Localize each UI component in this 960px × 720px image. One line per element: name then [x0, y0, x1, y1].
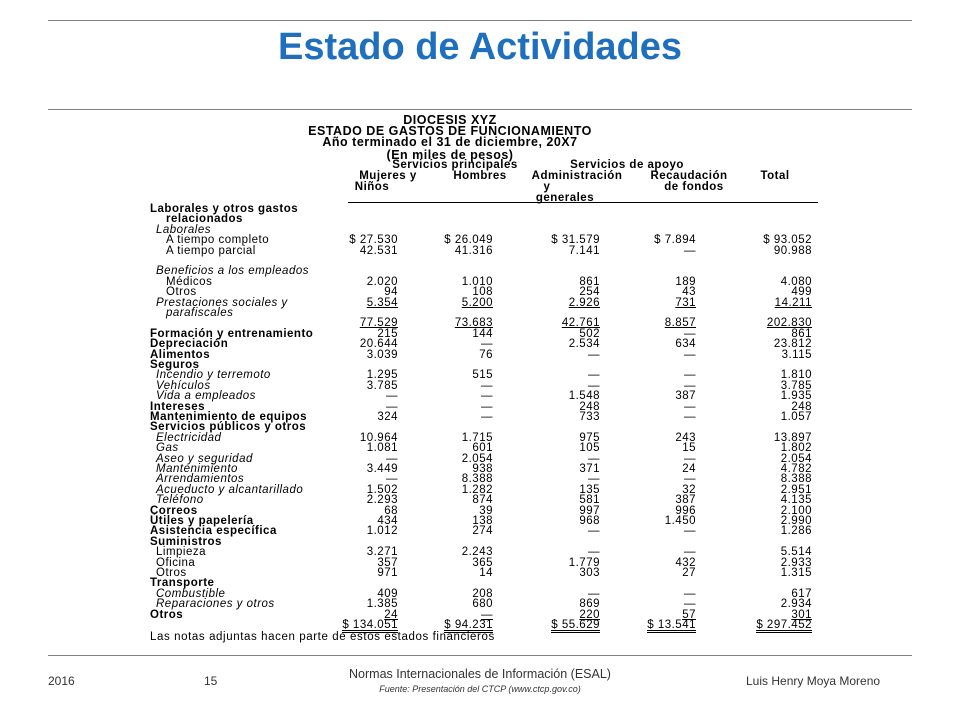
row-value: 138 — [472, 515, 493, 527]
row-value: 1.450 — [664, 515, 696, 527]
row-value: 2.534 — [568, 338, 600, 351]
row-value: $ 7.894 — [654, 234, 696, 247]
row-value: 997 — [579, 504, 600, 517]
table-row — [150, 246, 830, 256]
row-value: 8.388 — [780, 473, 812, 486]
row-value: 14.211 — [774, 296, 812, 309]
report-footnote: Las notas adjuntas hacen parte de estos estados financieros — [150, 631, 495, 643]
row-value: 1.810 — [780, 369, 812, 382]
row-label: Mantenimiento de equipos — [150, 411, 308, 423]
row-value: 996 — [675, 504, 696, 517]
row-value: $ 26.049 — [444, 234, 493, 247]
row-label: Asistencia específica — [150, 525, 277, 538]
row-value: 14 — [479, 567, 493, 579]
row-value: 1.935 — [780, 390, 812, 403]
row-value: 8.388 — [461, 473, 493, 486]
footer-source: Fuente: Presentación del CTCP (www.ctcp.gov.co) — [379, 684, 581, 694]
row-value: 4.782 — [780, 463, 812, 475]
row-value: 1.295 — [366, 369, 398, 382]
row-value: — — [588, 473, 600, 486]
row-value: 938 — [472, 463, 493, 475]
row-label: Médicos — [166, 275, 213, 288]
row-value: — — [684, 546, 696, 559]
row-value: 2.020 — [366, 275, 398, 288]
row-label: Transporte — [150, 577, 215, 590]
row-value: 39 — [479, 504, 493, 517]
row-value: — — [684, 369, 696, 382]
row-value: $ 13.541 — [647, 619, 696, 631]
row-value: 90.988 — [773, 244, 812, 257]
row-value: 680 — [472, 598, 493, 611]
row-value: 108 — [472, 286, 493, 299]
row-value: 77.529 — [359, 317, 398, 330]
row-value: 324 — [377, 411, 398, 423]
row-value: 861 — [579, 275, 600, 288]
row-label: Limpieza — [156, 546, 207, 559]
row-label: Combustible — [156, 587, 226, 600]
row-label: Depreciación — [150, 338, 229, 351]
row-value: 502 — [579, 327, 600, 340]
row-value: 7.141 — [568, 244, 600, 257]
row-value: 1.715 — [461, 431, 493, 444]
row-value: 387 — [675, 390, 696, 403]
table-row — [150, 568, 830, 578]
row-value: 2.100 — [780, 504, 812, 517]
row-value: 1.502 — [366, 483, 398, 496]
footer-author: Luis Henry Moya Moreno — [746, 674, 881, 688]
row-value: 4.135 — [780, 494, 812, 507]
row-value: — — [588, 348, 600, 361]
row-value: 2.926 — [568, 296, 600, 309]
row-value: 135 — [579, 483, 600, 496]
row-value: — — [684, 598, 696, 611]
row-value: — — [481, 608, 493, 621]
row-value: 869 — [579, 598, 600, 611]
row-value: — — [481, 411, 493, 423]
row-value: — — [481, 338, 493, 351]
row-value: $ 93.052 — [763, 234, 812, 247]
row-value: 2.990 — [780, 515, 812, 527]
row-value: 220 — [579, 608, 600, 621]
col-header-fundraising-2: de fondos — [664, 181, 724, 193]
row-value: 1.548 — [568, 390, 600, 403]
row-value: 2.933 — [780, 556, 812, 569]
row-value: 971 — [377, 567, 398, 579]
row-value: 1.010 — [461, 275, 493, 288]
row-value: — — [481, 390, 493, 403]
row-value: — — [386, 452, 398, 465]
footer-rule — [48, 655, 912, 656]
row-label: A tiempo completo — [166, 234, 270, 247]
row-value: — — [588, 379, 600, 392]
row-label: Otros — [156, 567, 187, 579]
row-value: — — [684, 411, 696, 423]
row-value: 3.449 — [366, 463, 398, 475]
row-label: Beneficios a los empleados — [156, 265, 309, 278]
row-value: 274 — [472, 525, 493, 538]
col-header-admin-3: generales — [535, 192, 595, 204]
row-value: 3.115 — [781, 348, 812, 361]
row-value: $ 27.530 — [349, 234, 398, 247]
col-header-women-children-1: Mujeres y — [359, 170, 417, 182]
row-value: 499 — [791, 286, 812, 299]
row-label: Teléfono — [156, 494, 204, 507]
row-value: 248 — [579, 400, 600, 413]
row-label: Suministros — [150, 535, 222, 548]
row-value: $ 94.231 — [444, 619, 493, 631]
table-row — [150, 526, 830, 536]
row-value: — — [588, 369, 600, 382]
row-value: 975 — [579, 431, 600, 444]
row-label: Mantenimiento — [156, 463, 238, 475]
row-value: — — [386, 390, 398, 403]
row-value: $ 297.452 — [756, 619, 812, 631]
row-value: 357 — [377, 556, 398, 569]
row-value: 515 — [472, 369, 493, 382]
footer-center-title: Normas Internacionales de Información (ESAL) — [349, 667, 611, 681]
row-value: 105 — [579, 442, 600, 455]
row-value: — — [684, 473, 696, 486]
row-value: 2.951 — [780, 483, 812, 496]
row-label: parafiscales — [166, 307, 234, 319]
table-row — [150, 620, 830, 630]
report-units: (En miles de pesos) — [386, 148, 514, 162]
table-row — [150, 350, 830, 360]
row-value: 10.964 — [359, 431, 398, 444]
row-label: Incendio y terremoto — [156, 369, 271, 382]
row-label: Servicios públicos y otros — [150, 421, 307, 434]
row-label: Electricidad — [156, 431, 222, 444]
row-value: 20.644 — [359, 338, 398, 351]
row-value: 248 — [791, 400, 812, 413]
row-value: 3.785 — [366, 379, 398, 392]
row-value: 5.200 — [461, 296, 493, 309]
row-value: 1.282 — [461, 483, 493, 496]
table-row — [150, 214, 830, 224]
row-value: 634 — [675, 338, 696, 351]
row-value: 874 — [472, 494, 493, 507]
row-label: Otros — [166, 286, 197, 299]
row-label: Formación y entrenamiento — [150, 327, 314, 340]
row-value: 617 — [791, 587, 812, 600]
row-label: relacionados — [166, 213, 243, 226]
row-label: Vida a empleados — [156, 390, 256, 403]
row-label: Prestaciones sociales y — [156, 296, 288, 309]
row-value: 189 — [675, 275, 696, 288]
row-value: — — [386, 400, 398, 413]
row-label: Reparaciones y otros — [156, 598, 275, 611]
row-label: Laborales — [156, 223, 212, 236]
row-value: 365 — [472, 556, 493, 569]
row-value: — — [588, 546, 600, 559]
row-value: 68 — [384, 504, 398, 517]
row-value: — — [684, 400, 696, 413]
row-value: 1.802 — [780, 442, 812, 455]
row-value: 32 — [682, 483, 696, 496]
row-value: — — [588, 525, 600, 538]
row-label: A tiempo parcial — [166, 244, 256, 257]
col-header-admin-2: y — [543, 181, 551, 193]
row-value: 434 — [377, 515, 398, 527]
row-value: 1.057 — [780, 411, 812, 423]
row-value: 733 — [579, 411, 600, 423]
row-value: 601 — [472, 442, 493, 455]
row-value: 581 — [579, 494, 600, 507]
row-value: — — [684, 348, 696, 361]
report-org: DIOCESIS XYZ — [403, 113, 497, 127]
row-label: Otros — [150, 608, 184, 621]
row-value: 1.286 — [780, 525, 812, 538]
row-value: 24 — [384, 608, 398, 621]
row-value: 3.271 — [366, 546, 398, 559]
row-label: Gas — [156, 442, 179, 455]
row-value: — — [684, 452, 696, 465]
row-value: 254 — [579, 286, 600, 299]
row-value: — — [588, 452, 600, 465]
col-header-women-children-2: Niños — [354, 181, 390, 193]
footer-page-number: 15 — [204, 674, 218, 688]
row-value: 42.531 — [359, 244, 398, 257]
report-statement-name: ESTADO DE GASTOS DE FUNCIONAMIENTO — [308, 124, 592, 138]
row-value: 387 — [675, 494, 696, 507]
row-value: 1.012 — [366, 525, 398, 538]
row-label: Vehículos — [156, 379, 211, 392]
top-rule — [48, 20, 912, 21]
row-label: Laborales y otros gastos — [150, 203, 299, 215]
row-value: 968 — [579, 515, 600, 527]
row-value: 24 — [682, 463, 696, 475]
row-value: 42.761 — [561, 317, 600, 330]
row-value: 1.385 — [366, 598, 398, 611]
group-header-principal: Servicios principales — [392, 159, 518, 171]
row-value: 1.779 — [568, 556, 600, 569]
row-value: 371 — [579, 463, 600, 475]
row-value: 5.354 — [366, 296, 398, 309]
row-value: 13.897 — [773, 431, 812, 444]
row-value: 5.514 — [780, 546, 812, 559]
row-label: Acueducto y alcantarillado — [156, 483, 304, 496]
row-value: 43 — [682, 286, 696, 299]
row-value: — — [684, 587, 696, 600]
group-header-support: Servicios de apoyo — [570, 159, 684, 171]
row-value: 301 — [791, 608, 812, 621]
col-header-fundraising-1: Recaudación — [650, 170, 728, 182]
row-value: 1.081 — [366, 442, 398, 455]
row-value: 3.039 — [366, 348, 398, 361]
table-row — [150, 298, 830, 308]
row-value: 76 — [479, 348, 493, 361]
col-header-total: Total — [760, 170, 790, 182]
row-label: Seguros — [150, 359, 200, 371]
row-label: Arrendamientos — [156, 473, 245, 486]
row-label: Correos — [150, 504, 198, 517]
row-value: — — [684, 525, 696, 538]
row-value: 2.293 — [366, 494, 398, 507]
row-value: 57 — [682, 608, 696, 621]
row-label: Útiles y papelería — [150, 515, 254, 527]
header-rule — [348, 202, 818, 203]
row-value: — — [588, 587, 600, 600]
row-value: 4.080 — [780, 275, 812, 288]
row-value: — — [481, 400, 493, 413]
row-value: 3.785 — [780, 379, 812, 392]
title-rule — [48, 109, 912, 110]
report-period: Año terminado el 31 de diciembre, 20X7 — [322, 135, 578, 149]
slide-title: Estado de Actividades — [277, 26, 683, 68]
table-row — [150, 204, 830, 214]
row-label: Oficina — [156, 556, 196, 569]
row-value: — — [386, 473, 398, 486]
row-value: 2.243 — [461, 546, 493, 559]
row-value: 41.316 — [454, 244, 493, 257]
row-value: 27 — [682, 567, 696, 579]
row-value: 144 — [472, 327, 493, 340]
row-value: 861 — [791, 327, 812, 340]
row-value: 94 — [384, 286, 398, 299]
row-value: 1.315 — [780, 567, 812, 579]
row-value: 2.054 — [461, 452, 493, 465]
row-value: 208 — [472, 587, 493, 600]
expense-statement — [150, 114, 830, 644]
row-value: 2.934 — [780, 598, 812, 611]
row-value: 2.054 — [780, 452, 812, 465]
row-value: 303 — [579, 567, 600, 579]
row-value: — — [481, 379, 493, 392]
row-value: 731 — [675, 296, 696, 309]
row-label: Aseo y seguridad — [156, 452, 253, 465]
row-value: 215 — [377, 327, 398, 340]
row-value: — — [684, 379, 696, 392]
row-value: $ 31.579 — [551, 234, 600, 247]
row-value: $ 134.051 — [342, 619, 398, 631]
col-header-men: Hombres — [453, 170, 507, 182]
row-value: — — [684, 327, 696, 340]
row-value: 409 — [377, 587, 398, 600]
row-value: — — [684, 244, 696, 257]
footer-year: 2016 — [48, 674, 75, 688]
row-value: 243 — [675, 431, 696, 444]
row-label: Alimentos — [150, 348, 211, 361]
row-value: 73.683 — [454, 317, 493, 330]
row-value: 8.857 — [664, 317, 696, 330]
row-label: Intereses — [150, 400, 206, 413]
col-header-admin-1: Administración — [531, 170, 623, 182]
row-value: 15 — [682, 442, 696, 455]
row-value: 432 — [675, 556, 696, 569]
row-value: 202.830 — [766, 317, 812, 330]
row-value: $ 55.629 — [551, 619, 600, 631]
row-value: 23.812 — [773, 338, 812, 351]
